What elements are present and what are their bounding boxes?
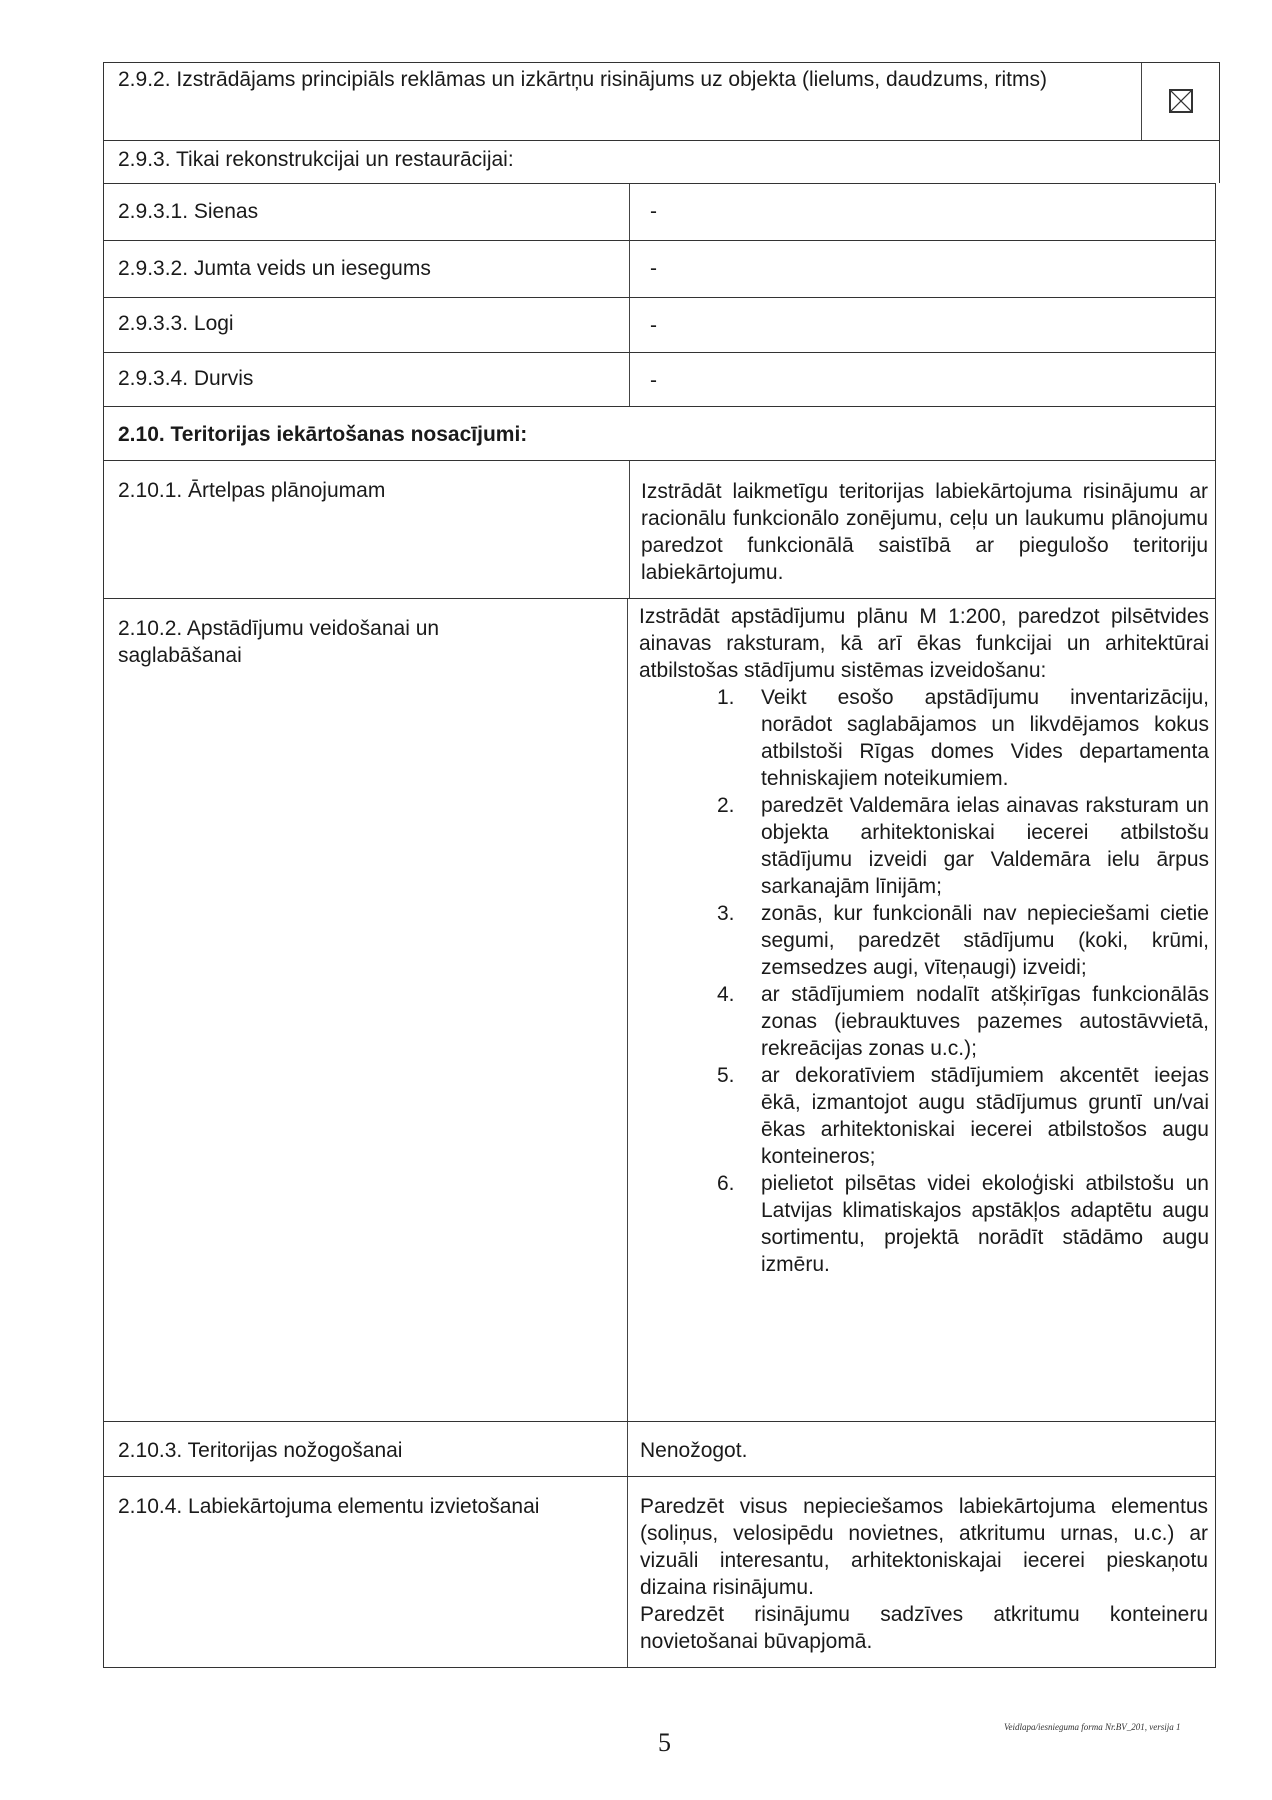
checked-box-icon[interactable] [1169,89,1193,113]
list-number: 5. [717,1064,735,1087]
value-2-10-3: Nenožogot. [640,1439,748,1462]
list-item [639,792,1209,900]
row-2-9-3-2 [103,240,1216,297]
row-2-9-2 [103,62,1220,140]
page-number: 5 [658,1728,671,1757]
divider [627,599,628,1421]
divider [629,184,630,240]
list-text: pielietot pilsētas videi ekoloģiski atbilstošu un Latvijas klimatiskajos apstākļos adaptētu augu sortimentu, projektā norādīt stādāmo augu izmēru. [761,1172,1209,1276]
divider [629,461,630,598]
list-text: zonās, kur funkcionāli nav nepieciešami cietie segumi, paredzēt stādījumu (koki, krūmi, zemsedzes augi, vīteņaugi) izveidi; [761,902,1209,979]
divider [629,353,630,406]
heading-2-9-3: 2.9.3. Tikai rekonstrukcijai un restaurācijai: [118,148,514,171]
value-2-10-4 [640,1493,1208,1668]
value-logi: - [650,314,657,337]
list-number: 1. [717,686,735,709]
form-reference: Veidlapa/iesnieguma forma Nr.BV_201, versija 1 [1004,1722,1181,1732]
paragraph: Paredzēt visus nepieciešamos labiekārtojuma elementus (soliņus, velosipēdu novietnes, atkritumu urnas, u.c.) ar vizuāli interesantu, arhitektoniskajai iecerei pieskaņotu dizaina risinājumu. [640,1495,1208,1599]
divider [627,1477,628,1668]
divider [629,241,630,297]
row-2-10 [103,406,1216,460]
paragraph: Paredzēt risinājumu sadzīves atkritumu konteineru novietošanai būvapjomā. [640,1603,1208,1653]
label-2-10-3: 2.10.3. Teritorijas nožogošanai [118,1439,403,1462]
label-jumta: 2.9.3.2. Jumta veids un iesegums [118,257,431,280]
list-item [639,981,1209,1062]
divider [1141,63,1142,140]
list-number: 6. [717,1172,735,1195]
label-2-10-1: 2.10.1. Ārtelpas plānojumam [118,479,386,502]
list-item [639,684,1209,792]
row-2-9-3-1 [103,183,1216,240]
list-text: Veikt esošo apstādījumu inventarizāciju, norādot saglabājamos un likvdējamos kokus atbilstoši Rīgas domes Vides departamenta tehniskajiem noteikumiem. [761,686,1209,790]
divider [629,298,630,352]
row-2-10-2 [103,598,1216,1421]
list-number: 2. [717,794,735,817]
list-item [639,1170,1209,1278]
planting-list [639,684,1209,1278]
list-text: ar dekoratīviem stādījumiem akcentēt ieejas ēkā, izmantojot augu stādījumus gruntī un/vai ēkas arhitektoniskai iecerei atbilstošos augu konteineros; [761,1064,1209,1168]
label-2-10-2: 2.10.2. Apstādījumu veidošanai un saglabāšanai [118,617,440,667]
divider [627,1422,628,1476]
row-2-10-4 [103,1476,1216,1668]
row-2-10-1 [103,460,1216,598]
value-durvis: - [650,369,657,392]
list-item [639,900,1209,981]
row-2-9-3 [103,140,1220,183]
value-2-10-2 [639,603,1209,1421]
table-bottom-border [103,1667,1216,1668]
label-2-9-2: 2.9.2. Izstrādājams principiāls reklāmas un izkārtņu risinājums uz objekta (lielums, daudzums, ritms) [118,68,1048,91]
value-jumta: - [650,257,657,280]
list-number: 3. [717,902,735,925]
label-2-10-4: 2.10.4. Labiekārtojuma elementu izvietošanai [118,1495,540,1518]
row-2-9-3-3 [103,297,1216,352]
label-durvis: 2.9.3.4. Durvis [118,367,254,390]
value-sienas: - [650,200,657,223]
list-text: paredzēt Valdemāra ielas ainavas raksturam un objekta arhitektoniskai iecerei atbilstošu stādījumu izveidi gar Valdemāra ielu ārpus sarkanajām līnijām; [761,794,1209,898]
list-item [639,1062,1209,1170]
intro-2-10-2: Izstrādāt apstādījumu plānu M 1:200, paredzot pilsētvides ainavas raksturam, kā arī ēkas funkcijai un arhitektūrai atbilstošas stādījumu sistēmas izveidošanu: [639,605,1209,682]
label-sienas: 2.9.3.1. Sienas [118,200,259,223]
value-2-10-1: Izstrādāt laikmetīgu teritorijas labiekārtojuma risinājumu ar racionālu funkcionālo zonējumu, ceļu un laukumu plānojumu paredzot funkcionālā saistībā ar piegulošo teritoriju labiekārtojumu. [641,480,1208,584]
list-number: 4. [717,983,735,1006]
heading-2-10: 2.10. Teritorijas iekārtošanas nosacījumi: [118,423,528,446]
row-2-10-3 [103,1421,1216,1476]
row-2-9-3-4 [103,352,1216,406]
label-logi: 2.9.3.3. Logi [118,312,234,335]
list-text: ar stādījumiem nodalīt atšķirīgas funkcionālās zonas (iebrauktuves pazemes autostāvvietā, rekreācijas zonas u.c.); [761,983,1209,1060]
